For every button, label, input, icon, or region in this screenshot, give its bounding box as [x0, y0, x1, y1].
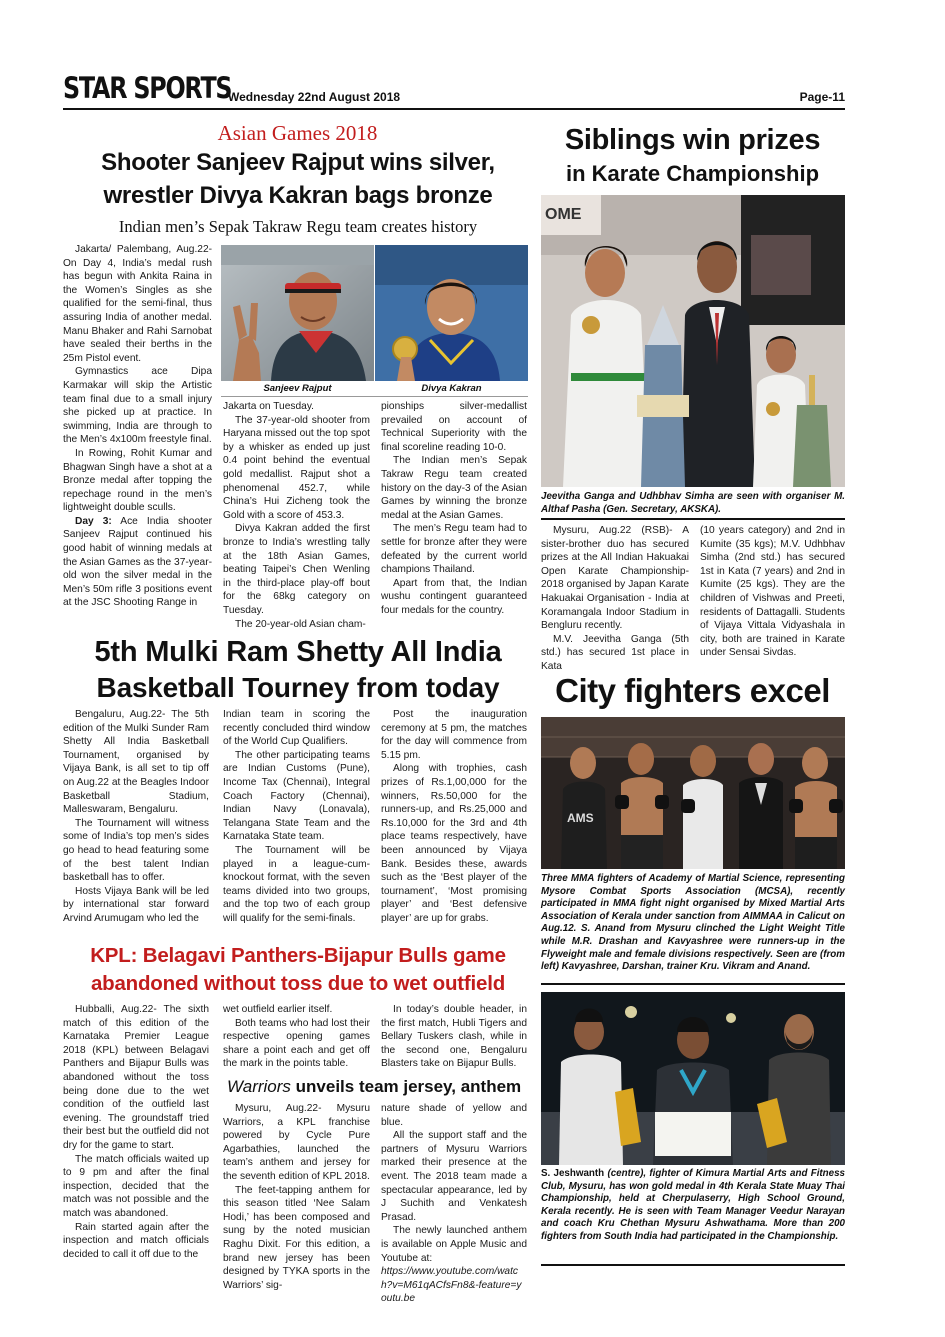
sanjeev-rajput-photo	[221, 245, 374, 381]
paragraph: Hubballi, Aug.22- The sixth match of this edition of the Karnataka Premier League 2018 (KPL) between Belagavi Panthers and Bijapur Bulls was abandoned without the toss being done due to the wet condition of the outfield last evening. The groundstaff tried their best but the outfield did not dry for the game to start.	[63, 1004, 209, 1151]
siblings-column-1	[541, 524, 689, 674]
caption-rule	[541, 1264, 845, 1266]
paragraph: nature shade of yellow and blue.	[381, 1103, 527, 1128]
kpl-column-3	[381, 1003, 527, 1071]
basketball-headline-1: 5th Mulki Ram Shetty All India	[94, 636, 502, 668]
paragraph: Rain started again after the inspection and match officials decided to call it off due to the	[63, 1221, 209, 1260]
paragraph: In today’s double header, in the first match, Hubli Tigers and Bellary Tuskers clash, while in the second one, Bengaluru Blasters take on Bijapur Bulls.	[381, 1004, 527, 1070]
city-fighters-headline: City fighters excel	[555, 672, 830, 709]
paragraph: In Rowing, Rohit Kumar and Bhagwan Singh have a shot at a Bronze medal after topping the repechage round in the men’s lightweight double sculls.	[63, 447, 212, 514]
karate-photo-caption: Jeevitha Ganga and Udhbhav Simha are seen with organiser M. Althaf Pasha (Gen. Secretary, AKSKA).	[541, 491, 845, 515]
siblings-column-2	[700, 524, 845, 660]
kpl-column-1	[63, 1003, 209, 1261]
asian-games-headline-1: Shooter Sanjeev Rajput wins silver,	[101, 149, 495, 176]
paragraph: The other participating teams are Indian Customs (Pune), Income Tax (Chennai), Integral Coach Factory (Chennai), Indian Navy (Lonavala), Telangana State Team and the Karnataka State team.	[223, 749, 370, 843]
paragraph: (10 years category) and 2nd in Kumite (35 kgs); M.V. Udhbhav Simha (2nd std.) has secured 1st in Kata (7 years) and 2nd in Kumite (25 kgs). They are the children of Vishwas and Preeti, residents of Dattagalli. Students of Vijaya Vittala Vidyashala in city, both are trained in Karate under Sensai Sivdas.	[700, 525, 845, 659]
kpl-headline-2: abandoned without toss due to wet outfield	[90, 972, 506, 995]
paragraph: Indian team in scoring the recently concluded third window of the World Cup Qualifiers.	[223, 709, 370, 748]
sanjeev-rajput-caption: Sanjeev Rajput	[263, 383, 332, 394]
paragraph: Hosts Vijaya Bank will be led by international star forward Arvind Arumugam who led the	[63, 885, 209, 924]
masthead: STAR SPORTS	[63, 71, 232, 105]
paragraph: Bengaluru, Aug.22- The 5th edition of the Mulki Sunder Ram Shetty All India Basketball Tournament, organised by Vijaya Bank, is all set to tip off on Aug.22 at the Beagles Indoor Basketball Stadium, Malleswaram, Bengaluru.	[63, 709, 209, 816]
caption-rule	[221, 396, 528, 397]
siblings-headline-1: Siblings win prizes	[564, 124, 821, 156]
kpl-headline-1: KPL: Belagavi Panthers-Bijapur Bulls game	[90, 944, 506, 967]
paragraph: The Tournament will witness some of India’s top men’s sides go head to head featuring some of the best talent Indian basketball has to offer.	[63, 817, 209, 884]
paragraph: The men’s Regu team had to settle for bronze after they were defeated by the current world champions Thailand.	[381, 523, 527, 576]
paragraph: Mysuru, Aug.22 (RSB)- A sister-brother duo has secured prizes at the All Indian Hakuakai Open Karate Championship-2018 organised by Japan Karate Hakuakai Organisation - India at Koramangala Indoor Stadium in Bengluru recently.	[541, 525, 689, 632]
paragraph: wet outfield earlier itself.	[223, 1004, 333, 1015]
paragraph: Jakarta/ Palembang, Aug.22- On Day 4, India’s medal rush has begun with Ankita Raina in the Women’s Singles as she qualified for the semi-final, thus assuring India of another medal. Manu Bhaker and Rahi Sarnobat have sealed their berths in the 25m Pistol event.	[63, 244, 212, 364]
svg-text:OME: OME	[545, 206, 582, 223]
divya-kakran-photo	[375, 245, 528, 381]
asian-games-column-2	[223, 400, 370, 631]
paragraph: Post the inauguration ceremony at 5 pm, the matches for the day will commence from 5.15 pm.	[381, 709, 527, 761]
page-number: Page-11	[799, 90, 845, 104]
asian-games-column-1	[63, 243, 212, 610]
asian-games-kicker: Asian Games 2018	[217, 121, 378, 145]
caption-rule	[541, 983, 845, 985]
paragraph: The 20-year-old Asian cham-	[235, 618, 366, 630]
caption-rule	[541, 518, 845, 520]
paragraph: pionships silver-medallist prevailed on account of Technical Superiority with the final scoreline reading 10-0.	[381, 401, 527, 453]
warriors-column-2	[381, 1102, 527, 1306]
anthem-link[interactable]: https://www.youtube.com/watch?v=M61qACfsFn8&-feature=youtu.be	[381, 1266, 522, 1305]
day3-text: Ace India shooter Sanjeev Rajput continued his good habit of winning medals at the Asian Games as the 37-year-old won the silver medal in the Men’s 50m rifle 3 positions event at the JSC Shooting Range in	[63, 515, 212, 609]
divya-kakran-caption: Divya Kakran	[421, 383, 482, 394]
asian-games-headline-2: wrestler Divya Kakran bags bronze	[103, 182, 493, 209]
svg-text:AMS: AMS	[567, 811, 594, 825]
basketball-column-3	[381, 708, 527, 926]
muay-thai-caption-name: S. Jeshwanth	[541, 1168, 605, 1179]
paragraph: M.V. Jeevitha Ganga (5th std.) has secured 1st place in Kata	[541, 633, 689, 672]
siblings-headline-2: in Karate Championship	[565, 161, 820, 186]
warriors-column-1	[223, 1102, 370, 1292]
basketball-column-1	[63, 708, 209, 926]
mma-photo-caption: Three MMA fighters of Academy of Martial Science, representing Mysore Combat Sports Association (MCSA), recently participated in MMA fight night organised by Mixed Martial Arts Association of Kerala under sanction from AIMMAA in Calicut on Aug.12. S. Anand from Mysuru clinched the Light Weight Title while M.R. Drashan and Kavyashree were runners-up in the Flyweight male and female divisions respectively. Seen are (from left) Kavyashree, Darshan, trainer Kru. Vikram and Anand.	[541, 873, 845, 973]
paragraph: Gymnastics ace Dipa Karmakar will skip the Artistic team final due to a small injury she picked up at practice. In swimming, India are through to the Men’s 4x100m freestyle final.	[63, 366, 212, 446]
paragraph: The 37-year-old shooter from Haryana missed out the top spot by a whisker as ended up just 0.4 point behind the eventual gold medallist. Rajput shot a phenomenal 452.7, while China’s Hui Zicheng took the Gold with a score of 453.3.	[223, 414, 370, 521]
header-rule	[63, 108, 845, 110]
paragraph: Jakarta on Tuesday.	[223, 401, 314, 412]
paragraph: Along with trophies, cash prizes of Rs.1,00,000 for the winners, Rs.50,000 for the runners-up, and Rs.25,000 and Rs.10,000 for the 3rd and 4th place teams respectively, have been announced by Vijaya Bank. Besides these, awards such as the ‘Best player of the tournament’, ‘Most promising player’ and ‘Best defensive player’ are up for grabs.	[381, 763, 527, 924]
basketball-headline-2: Basketball Tourney from today	[96, 672, 500, 703]
muay-thai-caption-text: (centre), fighter of Kimura Martial Arts and Fitness Club, Mysuru, has won gold medal in 4th Kerala State Muay Thai Championship, held at Cherpulaserry, High School Ground, Kerala recently. He is seen with Team Manager Veedur Narayan and coach Kru Chethan Mysuru Ashwathama. More than 200 fighters from South India had participated in the Championship.	[541, 1168, 846, 1242]
warriors-headline-text: unveils team jersey, anthem	[290, 1077, 522, 1096]
asian-games-column-3	[381, 400, 527, 618]
paragraph: The feet-tapping anthem for this season titled ‘Nee Salam Hodi,’ has been composed and sung by the noted musician Raghu Dixit. For this edition, a brand new jersey has been designed by TYKA sports in the Warriors’ sig-	[223, 1184, 370, 1291]
basketball-column-2	[223, 708, 370, 926]
asian-games-subhead: Indian men’s Sepak Takraw Regu team creates history	[118, 217, 478, 236]
paragraph: Apart from that, the Indian wushu contingent guaranteed four medals for the country.	[381, 577, 527, 616]
karate-siblings-photo	[541, 195, 845, 487]
paragraph: The Tournament will be played in a league-cum-knockout format, with the seven teams divided into two groups, and the top two of each group will qualify for the semi-finals.	[223, 844, 370, 924]
muay-thai-photo-caption	[541, 1168, 845, 1244]
paragraph: Mysuru, Aug.22- Mysuru Warriors, a KPL franchise powered by Cycle Pure Agarbathies, launched the team’s anthem and jersey for the seventh edition of KPL 2018.	[223, 1103, 370, 1182]
paragraph: Divya Kakran added the first bronze to India’s wrestling tally at the 18th Asian Games, beating Taipei’s Chen Wenling in the third-place play-off bout for the 68kg category on Tuesday.	[223, 523, 370, 616]
mma-fighters-photo	[541, 717, 845, 869]
paragraph: All the support staff and the partners of Mysuru Warriors marked their presence at the event. The 2018 team made a spectacular appearance, led by J Suchith and Venkatesh Prasad.	[381, 1130, 527, 1223]
issue-date: Wednesday 22nd August 2018	[228, 90, 401, 104]
kpl-column-2	[223, 1003, 370, 1071]
muay-thai-photo	[541, 992, 845, 1165]
paragraph: The match officials waited up to 9 pm and after the final inspection, decided that the match was not possible and the match was abandoned.	[63, 1153, 209, 1219]
paragraph: Both teams who had lost their respective opening games share a point each and get off the mark in the points table.	[223, 1017, 370, 1070]
paragraph	[63, 515, 212, 610]
paragraph: The newly launched anthem is available on Apple Music and Youtube at:	[381, 1225, 527, 1264]
warriors-headline	[223, 1077, 528, 1097]
day3-label: Day 3:	[75, 515, 112, 527]
paragraph: The Indian men’s Sepak Takraw Regu team created history on the day-3 of the Asian Games by winning the bronze medal at the Asian Games.	[381, 455, 527, 521]
warriors-headline-italic: Warriors	[227, 1077, 291, 1096]
